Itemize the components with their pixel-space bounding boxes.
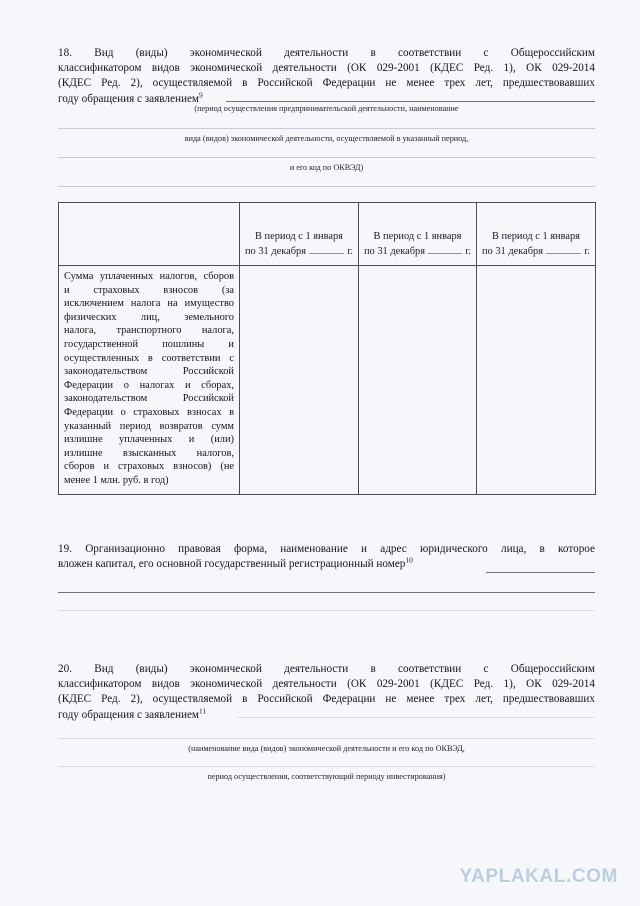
table-row-label-cell (59, 266, 240, 495)
header-3-year-input[interactable] (546, 244, 581, 254)
header-1-line-1: В период с 1 января (255, 231, 343, 242)
item-20-caption-2-wrap (58, 772, 595, 782)
desc-line-16: менее 1 млн. руб. в год) (64, 474, 169, 486)
table-value-cell-2[interactable] (359, 266, 477, 495)
desc-line-4: физических лиц, земельного (64, 311, 234, 323)
header-1-year-input[interactable] (309, 244, 344, 254)
item-20-footnote-marker: 11 (199, 705, 207, 715)
item-20-line-2: классификатором видов экономической деятельности (ОК 029-2001 (КДЕС Ред. 1), ОК 029-2014 (58, 678, 595, 691)
header-1-suffix: г. (347, 246, 353, 257)
desc-line-6: государственной пошлины и (64, 338, 234, 350)
item-18-line-3: (КДЕС Ред. 2), осуществляемой в Российской Федерации не менее трех лет, предшествовавших (58, 77, 595, 90)
header-2-prefix: по 31 декабря (364, 246, 426, 257)
item-18-footnote-marker: 9 (199, 89, 203, 99)
item-19-line-1: 19. Организационно правовая форма, наименование и адрес юридического лица, в которое (58, 543, 595, 555)
item-19-underline-3[interactable] (58, 610, 595, 611)
desc-line-13: излишне уплаченных и (или) (64, 434, 234, 446)
tax-sum-description (59, 266, 239, 494)
table-row (59, 266, 596, 495)
item-18-line-2: классификатором видов экономической деятельности (ОК 029-2001 (КДЕС Ред. 1), ОК 029-2014 (58, 62, 595, 75)
yaplakal-watermark: YAPLAKAL.COM (459, 866, 618, 887)
item-20-caption-2: период осуществления, соответствующий периоду инвестирования) (207, 772, 446, 781)
header-2-suffix: г. (465, 246, 471, 257)
header-3-line-2 (482, 244, 590, 259)
item-20-line-3: (КДЕС Ред. 2), осуществляемой в Российской Федерации не менее трех лет, предшествовавших (58, 693, 595, 706)
desc-line-8: законодательством Российской (64, 366, 234, 378)
item-20-caption-1-wrap (58, 744, 595, 754)
item-18-underline-4[interactable] (58, 186, 595, 187)
item-18-caption-1-wrap (58, 104, 595, 114)
item-18-line-1: 18. Вид (виды) экономической деятельности в соответствии с Общероссийским (58, 47, 595, 59)
desc-line-10: законодательством Российской (64, 393, 234, 405)
item-18-paragraph (58, 46, 595, 107)
item-18-caption-2-wrap (58, 134, 595, 144)
table-value-cell-3[interactable] (477, 266, 596, 495)
desc-line-12: указанный период возвратов сумм (64, 420, 234, 432)
desc-line-2: и страховых взносов (за (64, 284, 234, 296)
item-18-line-4: году обращения с заявлением$^9$ (58, 89, 203, 105)
item-19-paragraph (58, 542, 595, 572)
table-corner-cell (59, 203, 240, 266)
item-20-line-4: году обращения с заявлением$^{11}$ (58, 705, 207, 721)
desc-line-5: налога, транспортного налога, (64, 325, 234, 337)
table-value-cell-1[interactable] (240, 266, 359, 495)
item-18-underline-2[interactable] (58, 128, 595, 129)
header-1-prefix: по 31 декабря (245, 246, 307, 257)
desc-line-1: Сумма уплаченных налогов, сборов (64, 271, 234, 282)
tax-amounts-table (58, 202, 596, 495)
item-20-paragraph (58, 662, 595, 723)
table-header-row (59, 203, 596, 266)
desc-line-7: осуществленных в соответствии с (64, 352, 234, 364)
item-19-line-2: вложен капитал, его основной государственный регистрационный номер$^{10}$ (58, 555, 413, 571)
table-header-period-1 (240, 203, 359, 266)
item-20-caption-1: (наименование вида (видов) экономической деятельности и его код по ОКВЭД, (188, 744, 465, 753)
table-header-period-2 (359, 203, 477, 266)
table-header-period-3 (477, 203, 596, 266)
item-20-value-underline[interactable] (238, 717, 595, 718)
item-19-value-underline[interactable] (486, 572, 595, 573)
desc-line-15: сборов и страховых взносов) (не (64, 461, 234, 473)
header-2-line-1: В период с 1 января (373, 231, 462, 242)
header-3-prefix: по 31 декабря (482, 246, 544, 257)
item-18-caption-2: вида (видов) экономической деятельности, осуществляемой в указанный период, (184, 134, 469, 143)
item-19-underline-2[interactable] (58, 592, 595, 593)
header-2-year-input[interactable] (428, 244, 462, 254)
desc-line-14: излишне взысканных налогов, (64, 447, 234, 459)
desc-line-3: исключением налога на имущество (64, 298, 234, 310)
header-2-line-2 (364, 244, 471, 259)
item-18-caption-3: и его код по ОКВЭД) (289, 163, 364, 172)
item-18-caption-1: (период осуществления предпринимательской деятельности, наименование (194, 104, 459, 113)
header-1-line-2 (245, 244, 353, 259)
item-19-footnote-marker: 10 (405, 555, 413, 565)
item-18-underline-3[interactable] (58, 157, 595, 158)
header-3-line-1: В период с 1 января (492, 231, 580, 242)
item-20-underline-2[interactable] (58, 766, 595, 767)
header-3-suffix: г. (584, 246, 590, 257)
item-18-caption-3-wrap (58, 163, 595, 173)
item-18-value-underline[interactable] (226, 101, 595, 102)
item-20-line-1: 20. Вид (виды) экономической деятельности в соответствии с Общероссийским (58, 663, 595, 675)
item-20-underline-top[interactable] (58, 738, 595, 739)
desc-line-9: Федерации о налогах и сборах, (64, 379, 234, 391)
desc-line-11: Федерации о страховых взносах в (64, 406, 234, 418)
